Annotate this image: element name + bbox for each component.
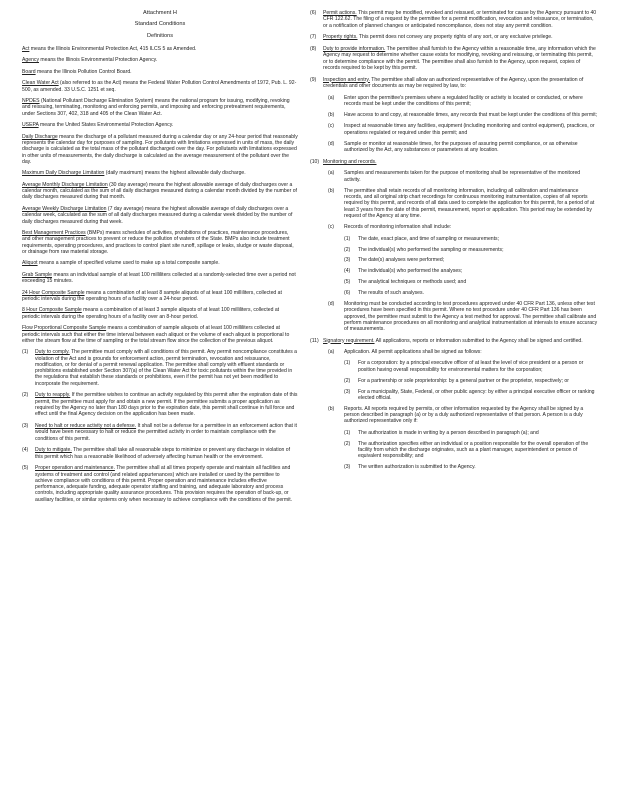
records-subitem (310, 290, 598, 296)
left-column (22, 10, 298, 508)
condition-item (22, 465, 298, 503)
condition-number: (9) (310, 76, 317, 83)
inspection-subitem (310, 123, 598, 136)
definitions-list (22, 46, 298, 344)
condition-title: Inspection and entry. (323, 76, 370, 83)
definition-text: means a sample of specified volume used to make up a total composite sample. (39, 260, 220, 267)
definition-item (22, 290, 298, 303)
monitoring-subitem (310, 224, 598, 230)
condition-text: The permittee shall furnish to the Agency within a reasonable time, any information which the Agency may request to determine whether cause exists for modifying, revoking and reissuing, or terminating this permit, or to determine compliance with the permit. The permittee shall also furnish to the Agency, upon request, copies of records required to be kept by this permit. (323, 45, 596, 71)
definition-text: means the United States Environmental Protection Agency. (40, 122, 174, 129)
definition-item (22, 98, 298, 117)
subitem-number: (3) (344, 257, 351, 264)
conditions-list-left (22, 349, 298, 503)
condition-title: Duty to reapply. (35, 392, 71, 399)
condition-number: (2) (22, 392, 29, 399)
monitoring-subitem (310, 301, 598, 332)
condition-text: This permit does not convey any property rights of any sort, or any exclusive privilege. (358, 34, 553, 41)
condition-item (22, 392, 298, 417)
definition-text: means the Illinois Environmental Protection Agency. (40, 57, 158, 64)
subitem-text: The permittee shall retain records of all monitoring information, including all calibration and maintenance records, and all original strip chart recordings for continuous monitoring instrumentation, copies of all reports required by this permit, and records of all data used to complete the application for this permit, for a period of at least 3 years from the date of this permit, measurement, report or application. This period may be extended by request of the Agency at any time. (344, 187, 595, 220)
subitem-number: (1) (344, 429, 351, 436)
signatory-subitem (310, 349, 598, 355)
condition-text: The permittee must comply with all conditions of this permit. Any permit noncompliance constitutes a violation of the Act and is grounds for enforcement action, permit termination, revocation and reissuance, modification, or for denial of a permit renewal application. The permittee shall comply with effluent standards or prohibitions established under Section 307(a) of the Clean Water Act for toxic pollutants within the time provided in the regulations that establish these standards or prohibitions, even if the permit has not yet been modified to incorporate the requirement. (35, 349, 297, 387)
subitem-number: (1) (344, 235, 351, 242)
definition-item (22, 46, 298, 52)
reports-subitem (310, 441, 598, 460)
records-subitem (310, 247, 598, 253)
subitem-text: For a corporation: by a principal executive officer of at least the level of vice president or a person or position having overall responsibility for environmental matters for the corporation; (358, 360, 584, 373)
application-subitem (310, 378, 598, 384)
definition-item (22, 122, 298, 128)
definition-term: Flow Proportional Composite Sample (22, 325, 107, 332)
condition-item (310, 159, 598, 165)
definition-item (22, 260, 298, 266)
condition-item (22, 423, 298, 442)
definition-term: Average Monthly Discharge Limitation (22, 181, 108, 188)
definition-text: (BMPs) means schedules of activities, prohibitions of practices, maintenance procedures, and other management practices to prevent or reduce the pollution of waters of the State. BMPs also include treatment requirements, operating procedures, and practices to control plant site runoff, spillage or leaks, sludge or waste disposal, or drainage from raw material storage. (22, 230, 294, 255)
condition-text: The permittee shall allow an authorized representative of the Agency, upon the presentation of credentials and other documents as may be required by law, to: (323, 76, 584, 89)
records-subitem (310, 236, 598, 242)
signatory-subitem (310, 406, 598, 425)
condition-text: It shall not be a defense for a permittee in an enforcement action that it would have been necessary to halt or reduce the permitted activity in order to maintain compliance with the conditions of this permit. (35, 423, 297, 442)
subitem-text: Monitoring must be conducted according to test procedures approved under 40 CFR Part 136, unless other test procedures have been specified in this permit. Where no test procedure under 40 CFR Part 136 has been approved, the permittee must submit to the Agency a test method for approval. The permittee shall calibrate and perform maintenance procedures on all monitoring and analytical instrumentation at intervals to ensure accuracy of measurements. (344, 301, 598, 333)
subitem-letter: (a) (328, 349, 335, 356)
subitem-text: The results of such analyses. (358, 290, 424, 297)
subitem-letter: (c) (328, 123, 334, 130)
definition-text: (7 day average) means the highest allowable average of daily discharges over a calendar week, calculated as the sum of all daily discharges measured during a calendar week divided by the number of daily discharges measured during that week. (22, 205, 293, 225)
definition-term: USEPA (22, 122, 39, 129)
definition-item (22, 307, 298, 320)
condition-item (310, 338, 598, 344)
definition-term: Aliquot (22, 260, 38, 267)
definition-text: means a combination of at least 8 sample aliquots of at least 100 milliliters, collected at periodic intervals during the operating hours of a facility over a 24-hour period. (22, 289, 282, 302)
condition-title: Signatory requirement. (323, 337, 375, 344)
subitem-text: The authorization is made in writing by a person described in paragraph (a); and (358, 429, 539, 436)
records-subitem (310, 268, 598, 274)
subitem-text: Records of monitoring information shall include: (344, 224, 452, 231)
condition-title: Permit actions. (323, 10, 357, 16)
condition-title: Need to halt or reduce activity not a defense. (35, 423, 137, 430)
condition-text: If the permittee wishes to continue an activity regulated by this permit after the expiration date of this permit, the permittee must apply for and obtain a new permit. If the permittee submits a proper application as required by the Agency no later than 180 days prior to the expiration date, this permit shall continue in full force and effect until the final Agency decision on the application has been made. (35, 392, 298, 418)
condition-title: Duty to comply. (35, 349, 70, 356)
definition-item (22, 69, 298, 75)
subitem-letter: (d) (328, 141, 335, 148)
subitem-text: For a municipality, State, Federal, or other public agency: by either a principal executive officer or ranking elected official. (358, 388, 595, 401)
subitem-text: Reports. All reports required by permits, or other information requested by the Agency shall be signed by a person described in paragraph (a) or by a duly authorized representative of that person. A person is a duly authorized representative only if: (344, 405, 584, 425)
subitem-text: The analytical techniques or methods used; and (358, 279, 467, 286)
condition-text: The permittee shall take all reasonable steps to minimize or prevent any discharge in violation of this permit which has a reasonable likelihood of adversely affecting human health or the environment. (35, 447, 291, 460)
definition-text: means an individual sample of at least 100 milliliters collected at a randomly-selected time over a period not exceeding 15 minutes. (22, 271, 296, 285)
subitem-text: The individual(s) who performed the sampling or measurements; (358, 246, 504, 253)
definition-text: means a combination of sample aliquots of at least 100 milliliters collected at periodic intervals such that either the time interval between each aliquot or the volume of each aliquot is proportional to either the stream flow at the time of sampling or the total stream flow since the collection of the previous aliquot. (22, 325, 290, 344)
definition-text: means the discharge of a pollutant measured during a calendar day or any 24-hour period that reasonably represents the calendar day for purposes of sampling. For pollutants with limitations expressed in units of mass, the daily discharge is calculated as the total mass of the pollutant discharged over the day. For pollutants with limitations expressed in other units of measurements, the daily discharge is calculated as the average measurement of the pollutant over the day. (22, 133, 298, 165)
condition-number: (8) (310, 45, 317, 52)
condition-number: (10) (310, 158, 320, 165)
definition-item (22, 182, 298, 201)
definition-text: means a combination of at least 3 sample aliquots of at least 100 milliliters, collected at periodic intervals during the operating hours of a facility over an 8-hour period. (22, 307, 280, 320)
definition-term: Daily Discharge (22, 133, 58, 140)
condition-title: Duty to provide information. (323, 45, 386, 52)
subitem-text: The date(s) analyses were performed; (358, 257, 445, 264)
condition-title: Monitoring and records. (323, 158, 377, 165)
condition-title: Duty to mitigate. (35, 447, 72, 454)
definition-text: (National Pollutant Discharge Elimination System) means the national program for issuing, modifying, revoking and reissuing, terminating, monitoring and enforcing permits, and imposing and enforcing pretreatment requirements, under Sections 307, 402, 318 and 405 of the Clean Water Act. (22, 98, 290, 117)
monitoring-subitem (310, 170, 598, 183)
subitem-text: For a partnership or sole proprietorship: by a general partner or the proprietor, respectively; or (358, 377, 569, 384)
subitem-letter: (b) (328, 405, 335, 412)
condition-text: All applications, reports or information submitted to the Agency shall be signed and certified. (375, 337, 583, 344)
definition-text: means the Illinois Pollution Control Board. (37, 68, 132, 75)
definition-text: (daily maximum) means the highest allowable daily discharge. (105, 170, 246, 177)
inspection-subitem (310, 141, 598, 154)
subitem-letter: (a) (328, 94, 335, 101)
condition-item (310, 10, 598, 29)
inspection-subitem (310, 112, 598, 118)
subitem-text: Enter upon the permittee's premises where a regulated facility or activity is located or conducted, or where records must be kept under the conditions of this permit; (344, 94, 583, 107)
subitem-number: (3) (344, 464, 351, 471)
subitem-text: Inspect at reasonable times any facilities, equipment (including monitoring and control equipment), practices, or operations regulated or required under this permit; and (344, 123, 595, 136)
subitem-letter: (b) (328, 112, 335, 119)
definition-item (22, 134, 298, 165)
subitem-number: (4) (344, 268, 351, 275)
subitem-number: (2) (344, 377, 351, 384)
definition-term: NPDES (22, 98, 40, 105)
application-subitem (310, 360, 598, 373)
subitem-letter: (b) (328, 187, 335, 194)
application-subitem (310, 389, 598, 402)
right-column (310, 10, 598, 475)
definition-term: 24 Hour Composite Sample (22, 289, 85, 296)
condition-item (310, 34, 598, 40)
definition-text: (also referred to as the Act) means the Federal Water Pollution Control Amendments of 1972, Pub. L. 92-500, as amended. 33 U.S.C. 1251 et seq. (22, 80, 297, 93)
condition-item (310, 46, 598, 71)
definition-term: Clean Water Act (22, 80, 59, 87)
subitem-number: (5) (344, 279, 351, 286)
subitem-number: (3) (344, 388, 351, 395)
subitem-text: Have access to and copy, at reasonable times, any records that must be kept under the conditions of this permit; (344, 112, 598, 119)
definition-item (22, 325, 298, 344)
definition-text: (30 day average) means the highest allowable average of daily discharges over a calendar month, calculated as the sum of all daily discharges measured during a calendar month divided by the number of daily discharges measured during that month. (22, 181, 297, 201)
condition-number: (3) (22, 423, 29, 430)
condition-item (22, 349, 298, 387)
subitem-number: (1) (344, 360, 351, 367)
condition-number: (7) (310, 34, 317, 41)
attachment-heading: Attachment H (143, 10, 177, 16)
condition-number: (6) (310, 10, 317, 16)
subitem-letter: (c) (328, 224, 334, 231)
records-subitem (310, 257, 598, 263)
reports-subitem (310, 430, 598, 436)
definition-item (22, 170, 298, 176)
definition-item (22, 272, 298, 285)
condition-item (22, 447, 298, 460)
inspection-subitem (310, 95, 598, 108)
subitem-text: The written authorization is submitted to the Agency. (358, 464, 476, 471)
definition-term: Grab Sample (22, 271, 53, 278)
definition-term: Agency (22, 57, 39, 64)
records-subitem (310, 279, 598, 285)
definition-term: Board (22, 68, 36, 75)
subitem-number: (2) (344, 440, 351, 447)
definition-text: means the Illinois Environmental Protection Act, 415 ILCS 5 as Amended. (30, 45, 197, 52)
definition-item (22, 230, 298, 255)
definitions-heading: Definitions (146, 32, 174, 39)
condition-item (310, 77, 598, 90)
definition-term: Maximum Daily Discharge Limitation (22, 170, 105, 177)
condition-title: Proper operation and maintenance. (35, 465, 115, 472)
subitem-number: (6) (344, 290, 351, 297)
definition-item (22, 80, 298, 93)
definition-item (22, 57, 298, 63)
definition-term: Best Management Practices (22, 230, 86, 236)
subitem-text: The date, exact place, and time of sampling or measurements; (358, 235, 499, 242)
subitem-number: (2) (344, 246, 351, 253)
subitem-text: The authorization specifies either an individual or a position responsible for the overall operation of the facility from which the discharge originates, such as a plant manager, superintendent or person of equivalent responsibility; and (358, 440, 589, 460)
condition-title: Property rights. (323, 34, 358, 41)
condition-number: (4) (22, 447, 29, 454)
condition-number: (11) (310, 337, 319, 344)
reports-subitem (310, 464, 598, 470)
condition-number: (5) (22, 465, 29, 472)
subitem-text: The individual(s) who performed the analyses; (358, 268, 463, 275)
definition-term: Average Weekly Discharge Limitation (22, 205, 107, 212)
subitem-letter: (d) (328, 301, 335, 308)
monitoring-subitem (310, 188, 598, 219)
condition-text: This permit may be modified, revoked and reissued, or terminated for cause by the Agency pursuant to 40 CFR 122.62. The filing of a request by the permittee for a permit modification, revocation and reissuance, or termination, or a notification of planned changes or anticipated noncompliance, does not stay any permit condition. (323, 10, 597, 29)
subitem-text: Samples and measurements taken for the purpose of monitoring shall be representative of the monitored activity. (344, 170, 581, 183)
definition-item (22, 206, 298, 225)
condition-number: (1) (22, 349, 29, 356)
condition-text: The permittee shall at all times properly operate and maintain all facilities and systems of treatment and control (and related appurtenances) which are installed or used by the permittee to achieve compliance with conditions of this permit. Proper operation and maintenance includes effective performance, adequate funding, adequate operator staffing and training, and adequate laboratory and process controls, including appropriate quality assurance procedures. This provision requires the operation of back-up, or auxiliary facilities, or similar systems only when necessary to achieve compliance with the conditions of the permit. (35, 465, 293, 503)
definition-term: 8 Hour Composite Sample (22, 307, 82, 314)
subitem-text: Application. All permit applications shall be signed as follows: (344, 349, 482, 356)
standard-conditions-heading: Standard Conditions (134, 21, 186, 28)
subitem-letter: (a) (328, 170, 335, 177)
definition-term: Act (22, 45, 30, 52)
subitem-text: Sample or monitor at reasonable times, for the purposes of assuring permit compliance, or as otherwise authorized by the Act, any substances or parameters at any location. (344, 141, 578, 154)
